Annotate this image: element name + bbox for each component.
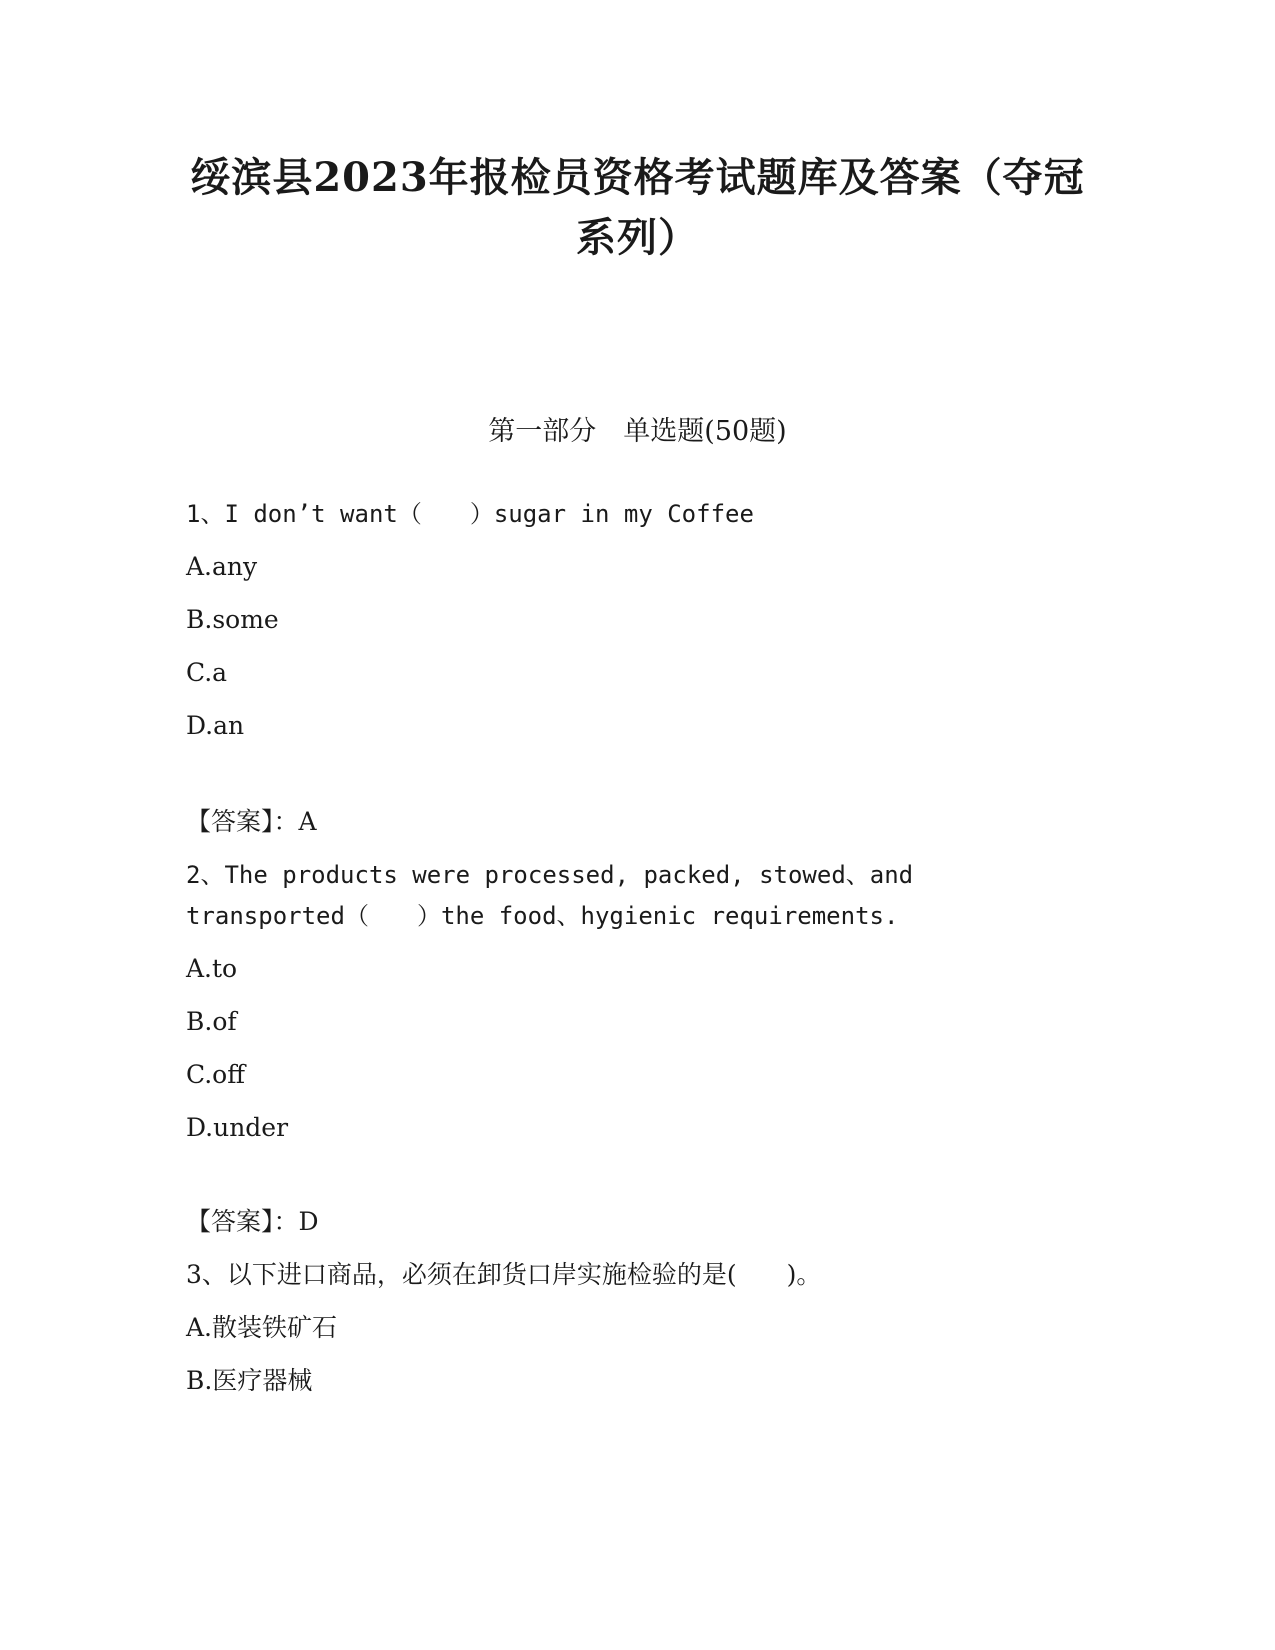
question-2-option-c: C.off	[186, 1060, 245, 1089]
question-1-option-a: A.any	[186, 552, 258, 581]
document-title	[150, 148, 1125, 268]
question-1-answer: 【答案】：A	[186, 807, 317, 836]
question-3-option-b: B.医疗器械	[186, 1366, 313, 1395]
question-2-option-a: A.to	[186, 954, 238, 983]
title-line-1: 绥滨县2023年报检员资格考试题库及答案（夺冠	[190, 154, 1085, 201]
question-3-option-a: A.散装铁矿石	[186, 1313, 338, 1342]
question-2-answer: 【答案】：D	[186, 1207, 319, 1236]
section-heading: 第一部分 单选题(50题)	[488, 416, 787, 447]
question-3-stem: 3、以下进口商品，必须在卸货口岸实施检验的是( )。	[186, 1260, 822, 1289]
question-2-stem-line-2: transported（ ）the food、hygienic requirements.	[186, 902, 899, 930]
title-line-2: 系列）	[576, 214, 699, 261]
question-2-option-d: D.under	[186, 1113, 289, 1142]
question-1-option-d: D.an	[186, 711, 245, 740]
question-1-option-b: B.some	[186, 605, 279, 634]
question-2-stem-line-1: 2、The products were processed, packed, stowed、and	[186, 861, 914, 889]
question-1-option-c: C.a	[186, 658, 228, 687]
question-2-option-b: B.of	[186, 1007, 237, 1036]
question-1-stem: 1、I don’t want（ ）sugar in my Coffee	[186, 500, 754, 528]
